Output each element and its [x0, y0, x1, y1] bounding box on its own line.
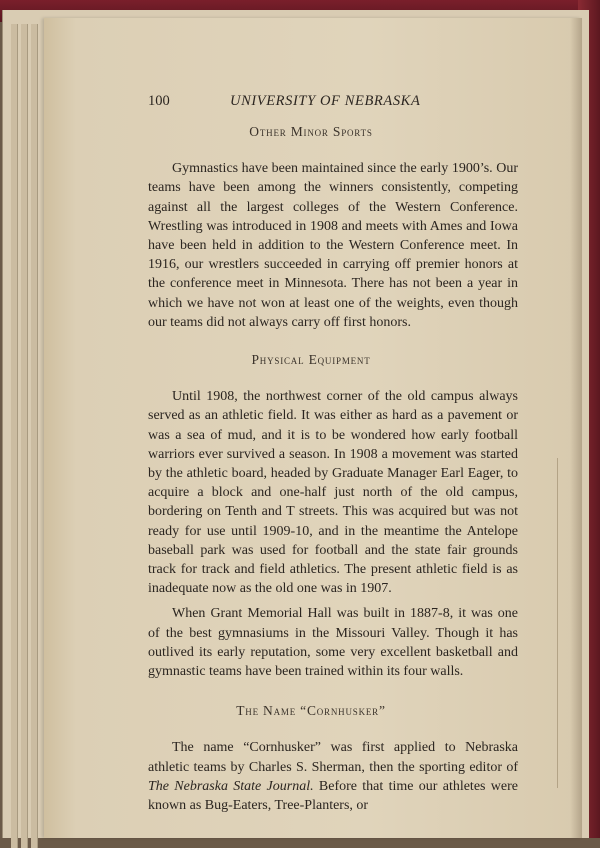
paragraph-text: Before that time our athletes were known as Bug-Eaters, Tree-Planters, or — [148, 778, 518, 814]
paragraph: When Grant Memorial Hall was built in 1887-8, it was one of the best gymnasiums in the Missouri Valley. Though it has outlived its early reputation, some very excellent basketball and gymnastic teams have been trained within its four walls. — [148, 606, 518, 680]
section-heading-cornhusker: The Name “Cornhusker” — [236, 703, 386, 719]
page-crease — [557, 458, 558, 788]
page-edge — [21, 24, 28, 848]
page-number: 100 — [148, 93, 170, 109]
section-heading-physical-equipment: Physical Equipment — [251, 352, 371, 368]
gutter-shadow — [570, 18, 582, 838]
page-text — [104, 92, 518, 815]
page-edge — [11, 24, 18, 848]
paragraph: Until 1908, the northwest corner of the old campus always served as an athletic field. It was either as hard as a pavement or was a sea of mud, and it is to be wondered how early football warriors ever survived a season. In 1908 a movement was started by the athletic board, headed by Graduate Manager Earl Eager, to acquire a block and one-half just north of the old campus, bordering on Tenth and T streets. This was acquired but was not ready for use until 1909-10, and in the meantime the Antelope baseball park was used for football and the state fair grounds track for track and field athletics. The present athletic field is as inadequate now as the old one was in 1907. — [148, 389, 518, 597]
newspaper-title: The Nebraska State Journal. — [148, 778, 314, 794]
paragraph: Gymnastics have been maintained since the early 1900’s. Our teams have been among the winners consistently, competing against all the largest colleges of the Western Conference. Wrestling was introduced in 1908 and meets with Ames and Iowa have been held in addition to the Western Conference meet. In 1916, our wrestlers succeeded in carrying off premier honors at the conference meet in Minnesota. There has not been a year in which we have not won at least one of the weights, even though our teams did not always carry off first honors. — [148, 161, 518, 330]
page-edge — [31, 24, 38, 848]
running-head — [104, 92, 518, 114]
paragraph-text: The name “Cornhusker” was first applied to Nebraska athletic teams by Charles S. Sherman, then the sporting editor of — [148, 740, 518, 775]
paragraph — [104, 738, 518, 815]
running-title: UNIVERSITY OF NEBRASKA — [230, 93, 421, 109]
section-heading-minor-sports: Other Minor Sports — [249, 124, 373, 139]
